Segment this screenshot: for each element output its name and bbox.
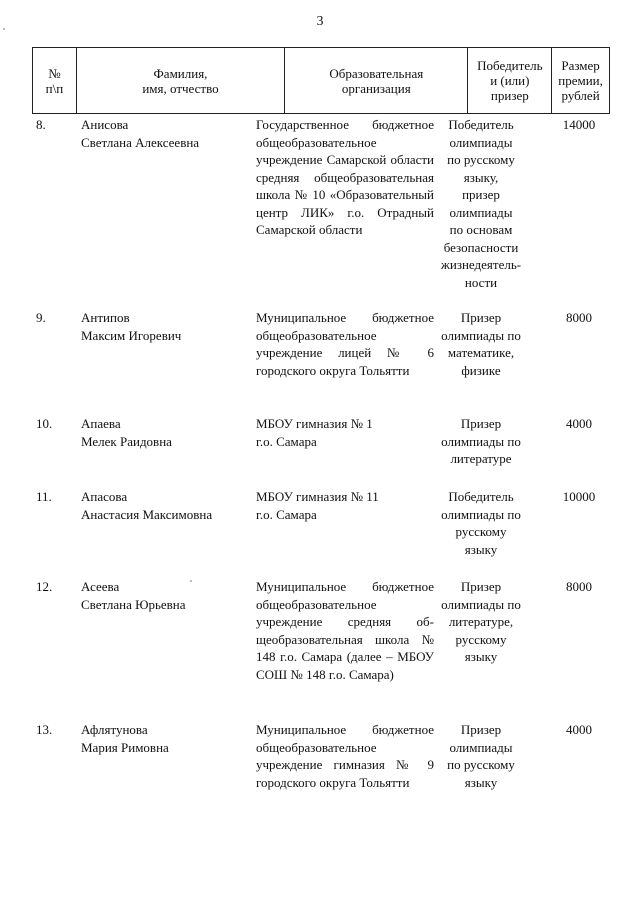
- row-organization: МБОУ гимназия № 11 г.о. Самара: [256, 489, 379, 522]
- header-number: № п\п: [33, 48, 77, 113]
- row-amount: 10000: [562, 489, 596, 504]
- header-name: Фамилия, имя, отчество: [77, 48, 285, 113]
- row-number: 11.: [36, 489, 52, 504]
- row-amount: 8000: [566, 310, 592, 325]
- row-amount: 8000: [566, 579, 592, 594]
- row-number: 12.: [36, 579, 53, 594]
- row-organization: Государственное бюджетное общеобразовательное учреждение Самарской области средняя общеобразовательная школа № 10 «Образовательный центр ЛИК» г.о. Отрадный Самарской области: [256, 117, 434, 237]
- row-name: Афлятунова Мария Римовна: [81, 722, 169, 755]
- row-organization: Муниципальное бюджетное общеобразовательное учреждение гимназия № 9 городского округа Тольятти: [256, 722, 434, 790]
- row-award: Призер олимпиады по литературе: [441, 416, 521, 466]
- row-organization: МБОУ гимназия № 1 г.о. Самара: [256, 416, 373, 449]
- row-award: Призер олимпиады по математике, физике: [441, 310, 521, 378]
- row-award: Призер олимпиады по русскому языку: [447, 722, 515, 790]
- row-amount: 4000: [566, 722, 592, 737]
- row-amount: 14000: [562, 117, 596, 132]
- row-amount: 4000: [566, 416, 592, 431]
- row-award: Победитель олимпиады по русскому языку, призер олимпиады по основам безопасности жизнедеятель- ности: [440, 117, 522, 290]
- row-number: 8.: [36, 117, 46, 132]
- page-number: 3: [316, 14, 324, 29]
- row-number: 10.: [36, 416, 53, 431]
- scan-dot: [3, 28, 5, 30]
- row-name: Апаева Мелек Раидовна: [81, 416, 172, 449]
- scan-dot: [190, 580, 192, 582]
- header-award: Победитель и (или) призер: [468, 48, 552, 113]
- row-name: Апасова Анастасия Максимовна: [81, 489, 213, 522]
- header-organization: Образовательная организация: [285, 48, 468, 113]
- table-header: [32, 47, 610, 114]
- row-name: Антипов Максим Игоревич: [81, 310, 182, 343]
- row-name: Анисова Светлана Алексеевна: [81, 117, 200, 150]
- row-name: Асеева Светлана Юрьевна: [81, 579, 186, 612]
- row-number: 13.: [36, 722, 53, 737]
- header-amount: Размер премии, рублей: [558, 58, 603, 103]
- row-organization: Муниципальное бюджетное общеобразовательное учреждение лицей № 6 городского округа Тольятти: [256, 310, 434, 378]
- row-organization: Муниципальное бюджетное общеобразовательное учреждение средняя общеобразовательная школа № 148 г.о. Самара (далее – МБОУ СОШ № 148 г.о. Самара): [256, 579, 434, 682]
- row-award: Победитель олимпиады по русскому языку: [441, 489, 521, 557]
- row-award: Призер олимпиады по литературе, русскому языку: [441, 579, 521, 664]
- row-number: 9.: [36, 310, 46, 325]
